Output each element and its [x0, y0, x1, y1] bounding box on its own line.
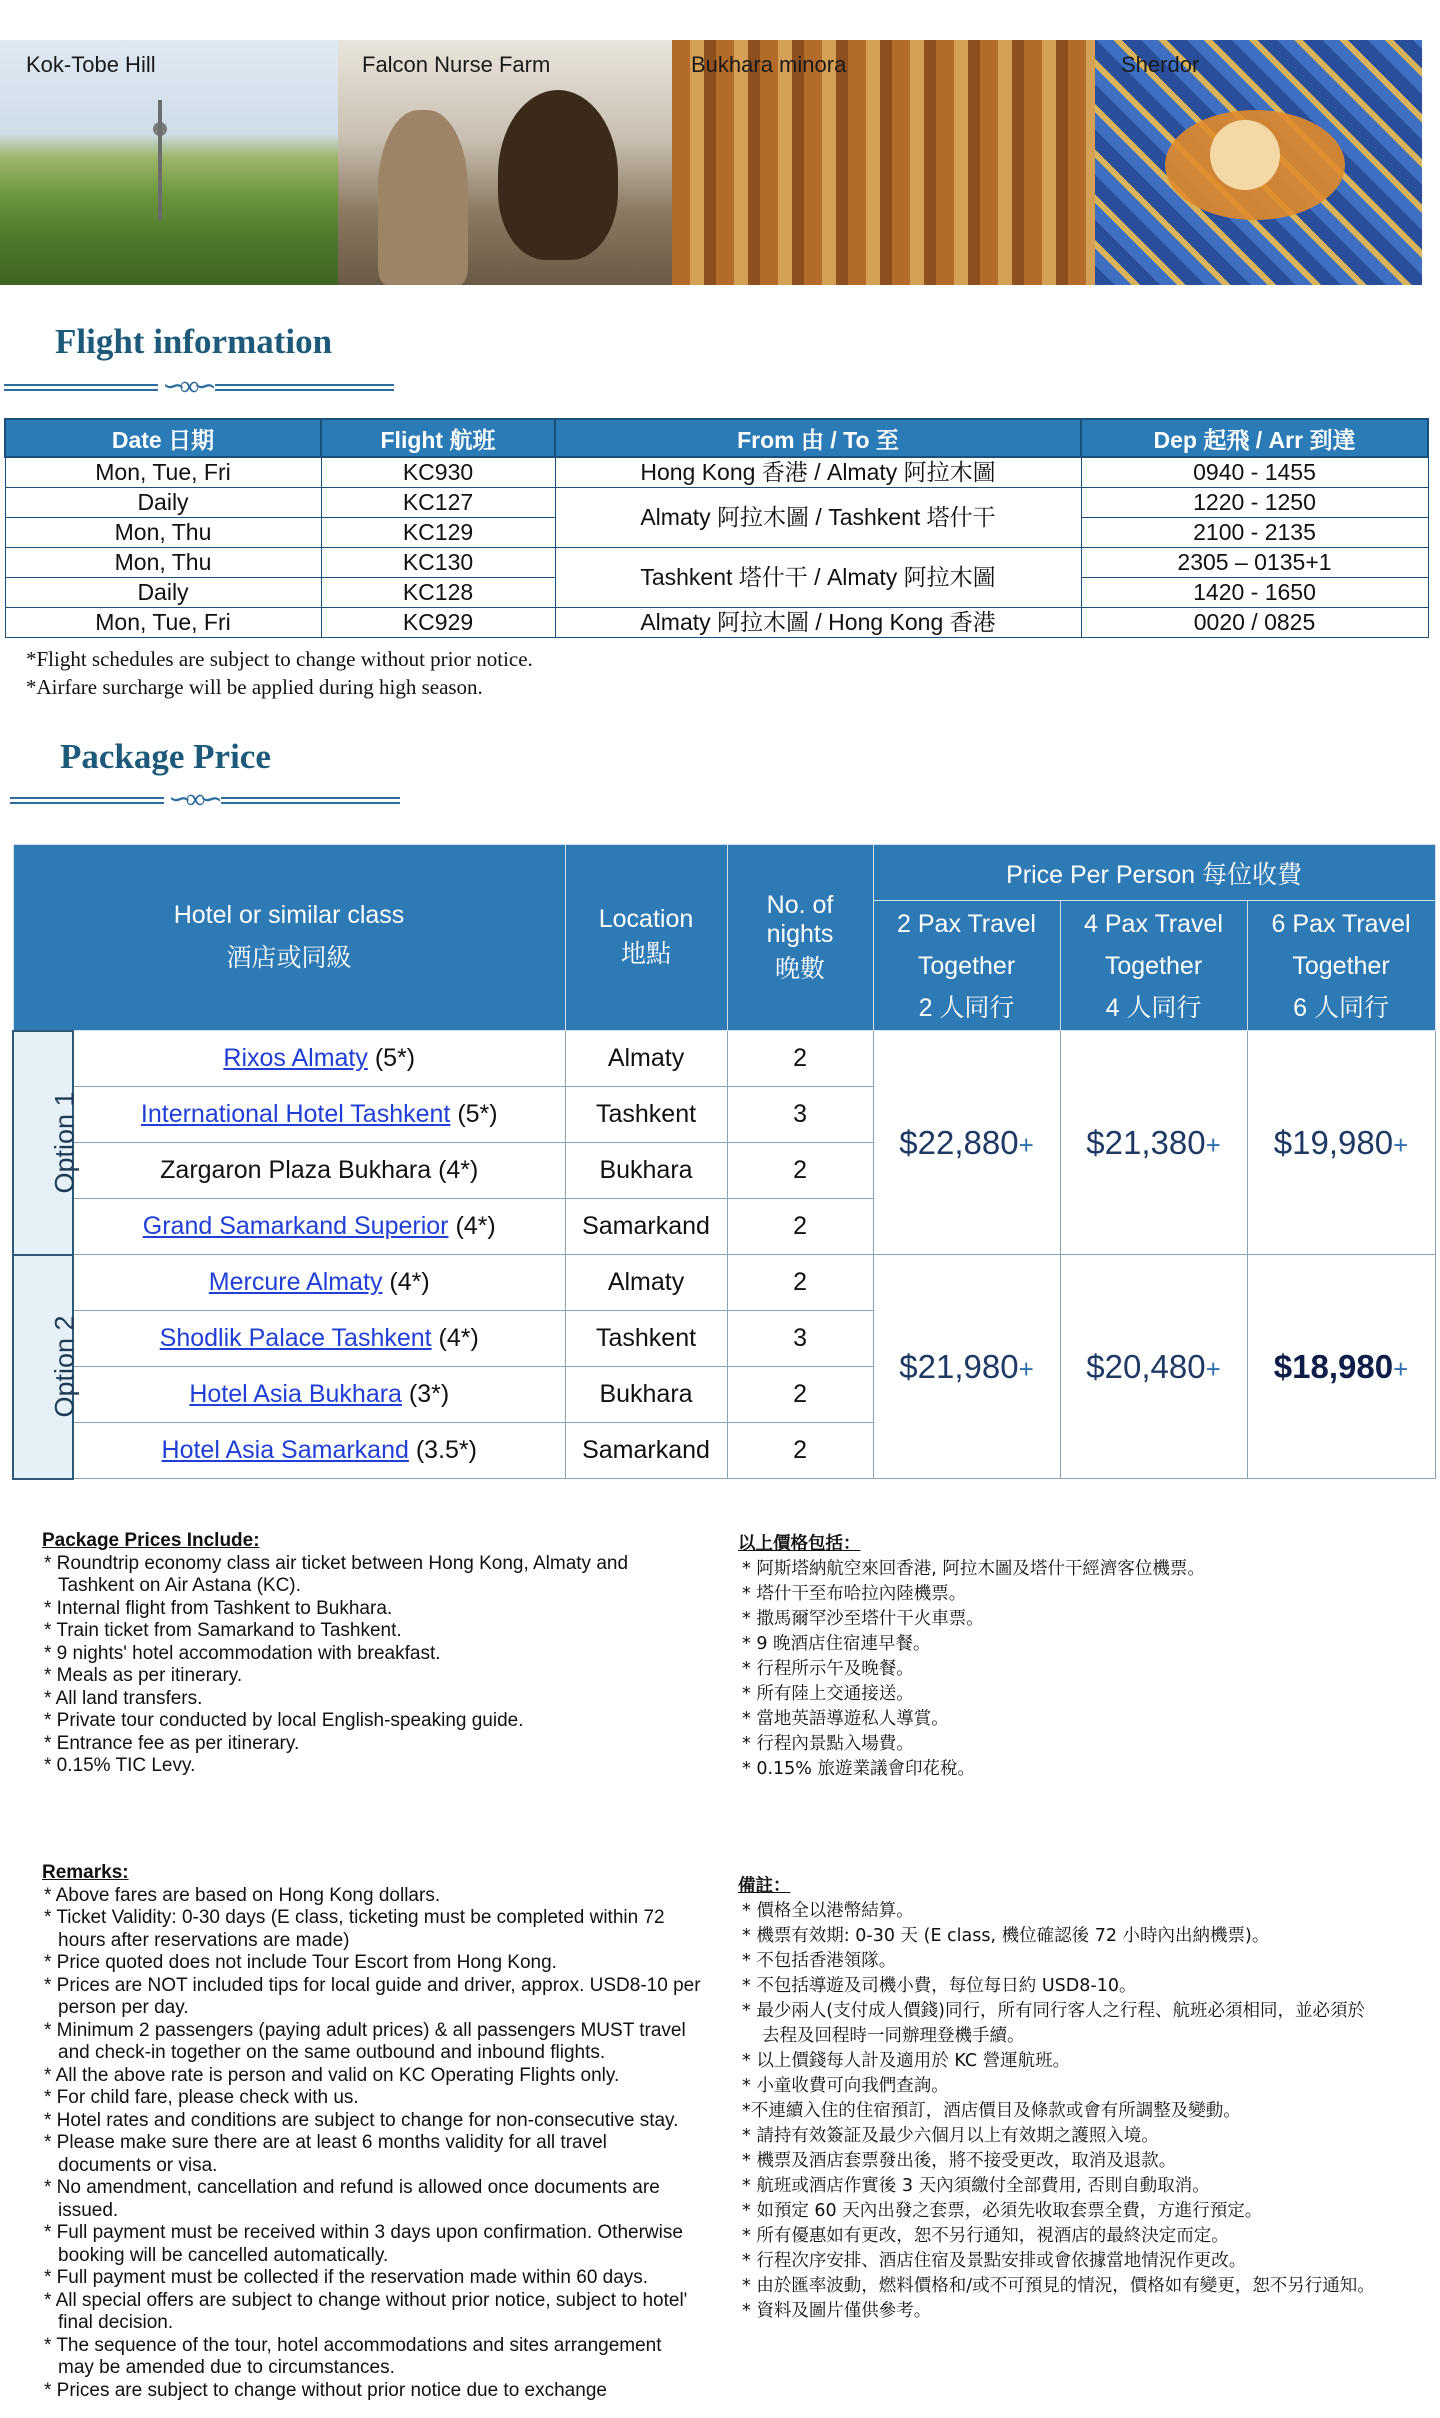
hotel-nights: 2: [727, 1367, 873, 1423]
col-6-pax: [1247, 901, 1435, 1031]
list-item: * Above fares are based on Hong Kong dollars.: [44, 1884, 441, 1906]
price-4-pax: [1060, 1255, 1247, 1479]
table-row: [5, 607, 1428, 637]
flight-note: *Airfare surcharge will be applied during high season.: [26, 675, 483, 699]
hotel-stars: (4*): [382, 1268, 430, 1296]
hotel-link[interactable]: International Hotel Tashkent: [140, 1100, 451, 1128]
list-item: * Minimum 2 passengers (paying adult prices) & all passengers MUST travel and check-in together on the same outbound and inbound flights.: [44, 2019, 686, 2063]
flight-number: KC929: [321, 607, 555, 637]
list-item: * Price quoted does not include Tour Escort from Hong Kong.: [44, 1952, 557, 1973]
list-item: * 不包括導遊及司機小費，每位每日約 USD8-10。: [742, 1976, 1137, 1996]
hotel-name: Zargaron Plaza Bukhara (4*): [160, 1156, 479, 1184]
banner-label: Kok-Tobe Hill: [26, 52, 156, 77]
list-item: * 機票有效期: 0-30 天 (E class, 機位確認後 72 小時內出納機票)。: [742, 1926, 1270, 1946]
price-4-pax: [1060, 1031, 1247, 1255]
price-value: $21,380: [1086, 1123, 1206, 1161]
list-item: * The sequence of the tour, hotel accommodations and sites arrangement may be amended due to circumstances.: [44, 2334, 662, 2378]
col-nights-label-zh: 晚數: [775, 954, 826, 983]
hotel-cell: [73, 1423, 565, 1479]
hotel-location: Almaty: [565, 1255, 727, 1311]
flight-time: 0020 / 0825: [1081, 607, 1428, 637]
flight-date: Mon, Thu: [5, 517, 321, 547]
hotel-location: Tashkent: [565, 1311, 727, 1367]
flight-number: KC930: [321, 457, 555, 487]
col-location-label: Location: [598, 905, 694, 933]
list-item: * 不包括香港領隊。: [742, 1951, 897, 1971]
hotel-location: Bukhara: [565, 1367, 727, 1423]
package-section-title: Package Price: [60, 737, 271, 776]
hotel-link[interactable]: Hotel Asia Samarkand: [161, 1436, 409, 1464]
hotel-nights: 2: [727, 1255, 873, 1311]
col-route: From 由 / To 至: [555, 419, 1081, 457]
includes-zh: [738, 1532, 1428, 1782]
pax-label: Together: [1104, 951, 1203, 980]
table-row: [13, 1255, 1435, 1311]
price-value: $18,980: [1273, 1347, 1394, 1385]
pax-label: 6 Pax Travel: [1271, 909, 1411, 938]
flight-route: Tashkent 塔什干 / Almaty 阿拉木圖: [555, 547, 1081, 607]
hotel-link[interactable]: Mercure Almaty: [208, 1268, 383, 1296]
section-divider: [10, 785, 400, 815]
hotel-location: Samarkand: [565, 1423, 727, 1479]
flight-time: 1420 - 1650: [1081, 577, 1428, 607]
hotel-link[interactable]: Shodlik Palace Tashkent: [159, 1324, 432, 1352]
hotel-cell: [73, 1031, 565, 1087]
flight-number: KC128: [321, 577, 555, 607]
list-item: * All land transfers.: [44, 1687, 203, 1709]
plus-sign: +: [1018, 1129, 1034, 1160]
hotel-stars: (4*): [431, 1324, 479, 1352]
list-item: * 行程內景點入場費。: [742, 1734, 914, 1754]
list-item: * Train ticket from Samarkand to Tashkent.: [44, 1620, 402, 1641]
list-item: * 所有陸上交通接送。: [742, 1684, 914, 1704]
hotel-location: Bukhara: [565, 1143, 727, 1199]
flight-date: Mon, Tue, Fri: [5, 457, 321, 487]
hotel-stars: (3*): [401, 1380, 450, 1408]
flight-table: [4, 418, 1429, 638]
price-value: $20,480: [1086, 1347, 1206, 1385]
flight-section-title: Flight information: [55, 322, 333, 361]
list-item: * 機票及酒店套票發出後，將不接受更改，取消及退款。: [742, 2151, 1177, 2171]
flight-number: KC127: [321, 487, 555, 517]
option-1-label: [13, 1031, 80, 1255]
hotel-cell: [73, 1311, 565, 1367]
list-item: * Full payment must be received within 3 days upon confirmation. Otherwise booking will be cancelled automatically.: [44, 2222, 683, 2266]
price-value: $19,980: [1273, 1123, 1394, 1161]
price-2-pax: [873, 1031, 1060, 1255]
col-4-pax: [1060, 901, 1247, 1031]
tv-tower-graphic: [158, 100, 162, 220]
includes-en: [42, 1530, 672, 1778]
plus-sign: +: [1205, 1129, 1221, 1160]
flight-date: Daily: [5, 487, 321, 517]
list-item: * Please make sure there are at least 6 months validity for all travel documents or visa.: [44, 2132, 607, 2176]
package-table: [12, 844, 1436, 1480]
hotel-cell: [73, 1143, 565, 1199]
plus-sign: +: [1018, 1353, 1034, 1384]
list-item: *不連續入住的住宿預訂，酒店價目及條款或會有所調整及變動。: [742, 2101, 1241, 2121]
banner: [0, 40, 1422, 285]
col-nights-label: No. of: [766, 890, 834, 919]
price-6-pax: [1247, 1255, 1435, 1479]
col-hotel-label: Hotel or similar class: [173, 900, 405, 929]
hotel-link[interactable]: Hotel Asia Bukhara: [189, 1380, 402, 1408]
hotel-stars: (4*): [448, 1212, 496, 1240]
list-item: * 資料及圖片僅供參考。: [742, 2301, 932, 2321]
list-item: * 以上價錢每人計及適用於 KC 營運航班。: [742, 2051, 1071, 2071]
eagle-graphic: [498, 90, 618, 260]
flight-date: Mon, Thu: [5, 547, 321, 577]
list-item: * Internal flight from Tashkent to Bukhara.: [44, 1597, 393, 1619]
col-hotel: [13, 845, 565, 1031]
col-flight: Flight 航班: [321, 419, 555, 457]
list-item: * 塔什干至布哈拉內陸機票。: [742, 1584, 967, 1604]
flight-number: KC129: [321, 517, 555, 547]
list-item: * Entrance fee as per itinerary.: [44, 1732, 300, 1754]
option-label-text: Option 1: [49, 1091, 80, 1194]
list-item: * 如預定 60 天內出發之套票，必須先收取套票全費，方進行預定。: [742, 2201, 1263, 2221]
banner-label: Bukhara minora: [691, 52, 847, 77]
banner-photo-bukhara-minora: [672, 40, 1095, 285]
list-item: * For child fare, please check with us.: [44, 2087, 359, 2108]
table-row: [5, 547, 1428, 577]
list-item: * No amendment, cancellation and refund is allowed once documents are issued.: [44, 2177, 660, 2221]
list-item: * 請持有效簽証及最少六個月以上有效期之護照入境。: [742, 2126, 1159, 2146]
pax-label: 2 Pax Travel: [897, 909, 1036, 938]
list-item: * Ticket Validity: 0-30 days (E class, ticketing must be completed within 72 hours after reservations are made): [44, 1907, 665, 1951]
table-row: [5, 457, 1428, 487]
option-label-text: Option 2: [49, 1315, 80, 1418]
list-item: * 當地英語導遊私人導賞。: [742, 1709, 949, 1729]
remarks-zh: [738, 1874, 1438, 2324]
pax-label-zh: 2 人同行: [918, 993, 1015, 1022]
list-item: * 0.15% TIC Levy.: [44, 1755, 196, 1776]
col-hotel-label-zh: 酒店或同級: [226, 943, 352, 972]
hotel-nights: 3: [727, 1311, 873, 1367]
list-item: * Hotel rates and conditions are subject to change for non-consecutive stay.: [44, 2109, 679, 2131]
list-item-continuation: 去程及回程時一同辦理登機手續。: [762, 2026, 1025, 2046]
banner-label: Sherdor: [1121, 52, 1200, 77]
flight-time: 2305 – 0135+1: [1081, 547, 1428, 577]
table-row: [13, 1031, 1435, 1087]
table-row: [5, 487, 1428, 517]
hotel-nights: 2: [727, 1143, 873, 1199]
list-item: * 由於匯率波動，燃料價格和/或不可預見的情況，價格如有變更，恕不另行通知。: [742, 2276, 1375, 2296]
flight-time: 2100 - 2135: [1081, 517, 1428, 547]
sun-face-graphic: [1210, 120, 1280, 190]
remarks-en-title: Remarks:: [42, 1862, 129, 1883]
flourish-icon: ∽∞∽: [164, 785, 221, 815]
banner-photo-sherdor: [1095, 40, 1422, 285]
plus-sign: +: [1393, 1129, 1409, 1160]
hotel-link[interactable]: Rixos Almaty: [223, 1044, 368, 1072]
flight-route: Almaty 阿拉木圖 / Hong Kong 香港: [555, 607, 1081, 637]
hotel-location: Tashkent: [565, 1087, 727, 1143]
plus-sign: +: [1205, 1353, 1221, 1384]
pax-label: Together: [917, 951, 1016, 980]
falconer-graphic: [378, 110, 468, 285]
hotel-location: Samarkand: [565, 1199, 727, 1255]
hotel-cell: [73, 1255, 565, 1311]
banner-label: Falcon Nurse Farm: [362, 52, 551, 77]
plus-sign: +: [1393, 1353, 1409, 1384]
col-date: Date 日期: [5, 419, 321, 457]
hotel-cell: [73, 1087, 565, 1143]
hotel-nights: 2: [727, 1199, 873, 1255]
flight-time: 1220 - 1250: [1081, 487, 1428, 517]
section-divider: [4, 372, 394, 402]
list-item: * 行程所示午及晚餐。: [742, 1659, 914, 1679]
list-item: * 所有優惠如有更改，恕不另行通知，視酒店的最終決定而定。: [742, 2226, 1229, 2246]
hotel-location: Almaty: [565, 1031, 727, 1087]
remarks-en: [42, 1862, 702, 2402]
hotel-stars: (3.5*): [408, 1436, 477, 1464]
remarks-zh-title: 備註：: [738, 1876, 791, 1896]
hotel-stars: (5*): [450, 1100, 498, 1128]
hotel-nights: 2: [727, 1423, 873, 1479]
list-item: * Prices are subject to change without prior notice due to exchange: [44, 2379, 607, 2401]
list-item: * Private tour conducted by local English-speaking guide.: [44, 1710, 524, 1731]
flight-time: 0940 - 1455: [1081, 457, 1428, 487]
list-item: * 行程次序安排、酒店住宿及景點安排或會依據當地情況作更改。: [742, 2251, 1247, 2271]
flight-route: Hong Kong 香港 / Almaty 阿拉木圖: [555, 457, 1081, 487]
price-value: $21,980: [899, 1347, 1019, 1385]
flight-table-header: [5, 419, 1428, 457]
flight-date: Mon, Tue, Fri: [5, 607, 321, 637]
col-nights-label: nights: [766, 919, 834, 948]
flight-date: Daily: [5, 577, 321, 607]
col-2-pax: [873, 901, 1060, 1031]
list-item: * 小童收費可向我們查詢。: [742, 2076, 949, 2096]
hotel-cell: [73, 1199, 565, 1255]
list-item: * 9 nights' hotel accommodation with breakfast.: [44, 1642, 441, 1664]
option-2-label: [13, 1255, 80, 1479]
list-item: * Prices are NOT included tips for local guide and driver, approx. USD8-10 per person per day.: [44, 1974, 701, 2018]
list-item: * Full payment must be collected if the reservation made within 60 days.: [44, 2267, 649, 2288]
hotel-stars: (5*): [367, 1044, 416, 1072]
pax-label: Together: [1292, 951, 1390, 980]
includes-en-title: Package Prices Include:: [42, 1530, 260, 1551]
list-item: * 阿斯塔納航空來回香港, 阿拉木圖及塔什干經濟客位機票。: [742, 1559, 1205, 1579]
pax-label: 4 Pax Travel: [1084, 909, 1223, 938]
banner-photo-falcon-farm: [338, 40, 672, 285]
list-item: * 航班或酒店作實後 3 天內須繳付全部費用, 否則自動取消。: [742, 2176, 1210, 2196]
hotel-nights: 2: [727, 1031, 873, 1087]
col-time: Dep 起飛 / Arr 到達: [1081, 419, 1428, 457]
list-item: * 價格全以港幣結算。: [742, 1901, 914, 1921]
list-item: * Meals as per itinerary.: [44, 1665, 243, 1686]
flight-note: *Flight schedules are subject to change without prior notice.: [26, 647, 533, 671]
pax-label-zh: 4 人同行: [1105, 993, 1202, 1022]
hotel-link[interactable]: Grand Samarkand Superior: [142, 1212, 449, 1240]
list-item: * 撒馬爾罕沙至塔什干火車票。: [742, 1609, 984, 1629]
pax-label-zh: 6 人同行: [1293, 993, 1389, 1022]
banner-photo-kok-tobe: [0, 40, 338, 285]
list-item: * 0.15% 旅遊業議會印花稅。: [742, 1759, 975, 1779]
list-item: * 最少兩人(支付成人價錢)同行，所有同行客人之行程、航班必須相同，並必須於: [742, 2001, 1365, 2021]
col-nights: [727, 845, 873, 1031]
price-6-pax: [1247, 1031, 1435, 1255]
hotel-cell: [73, 1367, 565, 1423]
flight-route: Almaty 阿拉木圖 / Tashkent 塔什干: [555, 487, 1081, 547]
hotel-nights: 3: [727, 1087, 873, 1143]
list-item: * All the above rate is person and valid on KC Operating Flights only.: [44, 2064, 620, 2086]
list-item: * All special offers are subject to change without prior notice, subject to hotel' final decision.: [44, 2289, 688, 2333]
list-item: * 9 晚酒店住宿連早餐。: [742, 1634, 931, 1654]
flight-number: KC130: [321, 547, 555, 577]
price-value: $22,880: [899, 1123, 1019, 1161]
col-price-per-person: Price Per Person 每位收費: [873, 845, 1435, 901]
price-2-pax: [873, 1255, 1060, 1479]
list-item: * Roundtrip economy class air ticket between Hong Kong, Almaty and Tashkent on Air Astana (KC).: [44, 1552, 629, 1596]
col-location: [565, 845, 727, 1031]
flight-notes: [26, 645, 533, 701]
includes-zh-title: 以上價格包括：: [738, 1534, 861, 1554]
col-location-label-zh: 地點: [621, 940, 672, 968]
flourish-icon: ∽∞∽: [158, 372, 215, 402]
